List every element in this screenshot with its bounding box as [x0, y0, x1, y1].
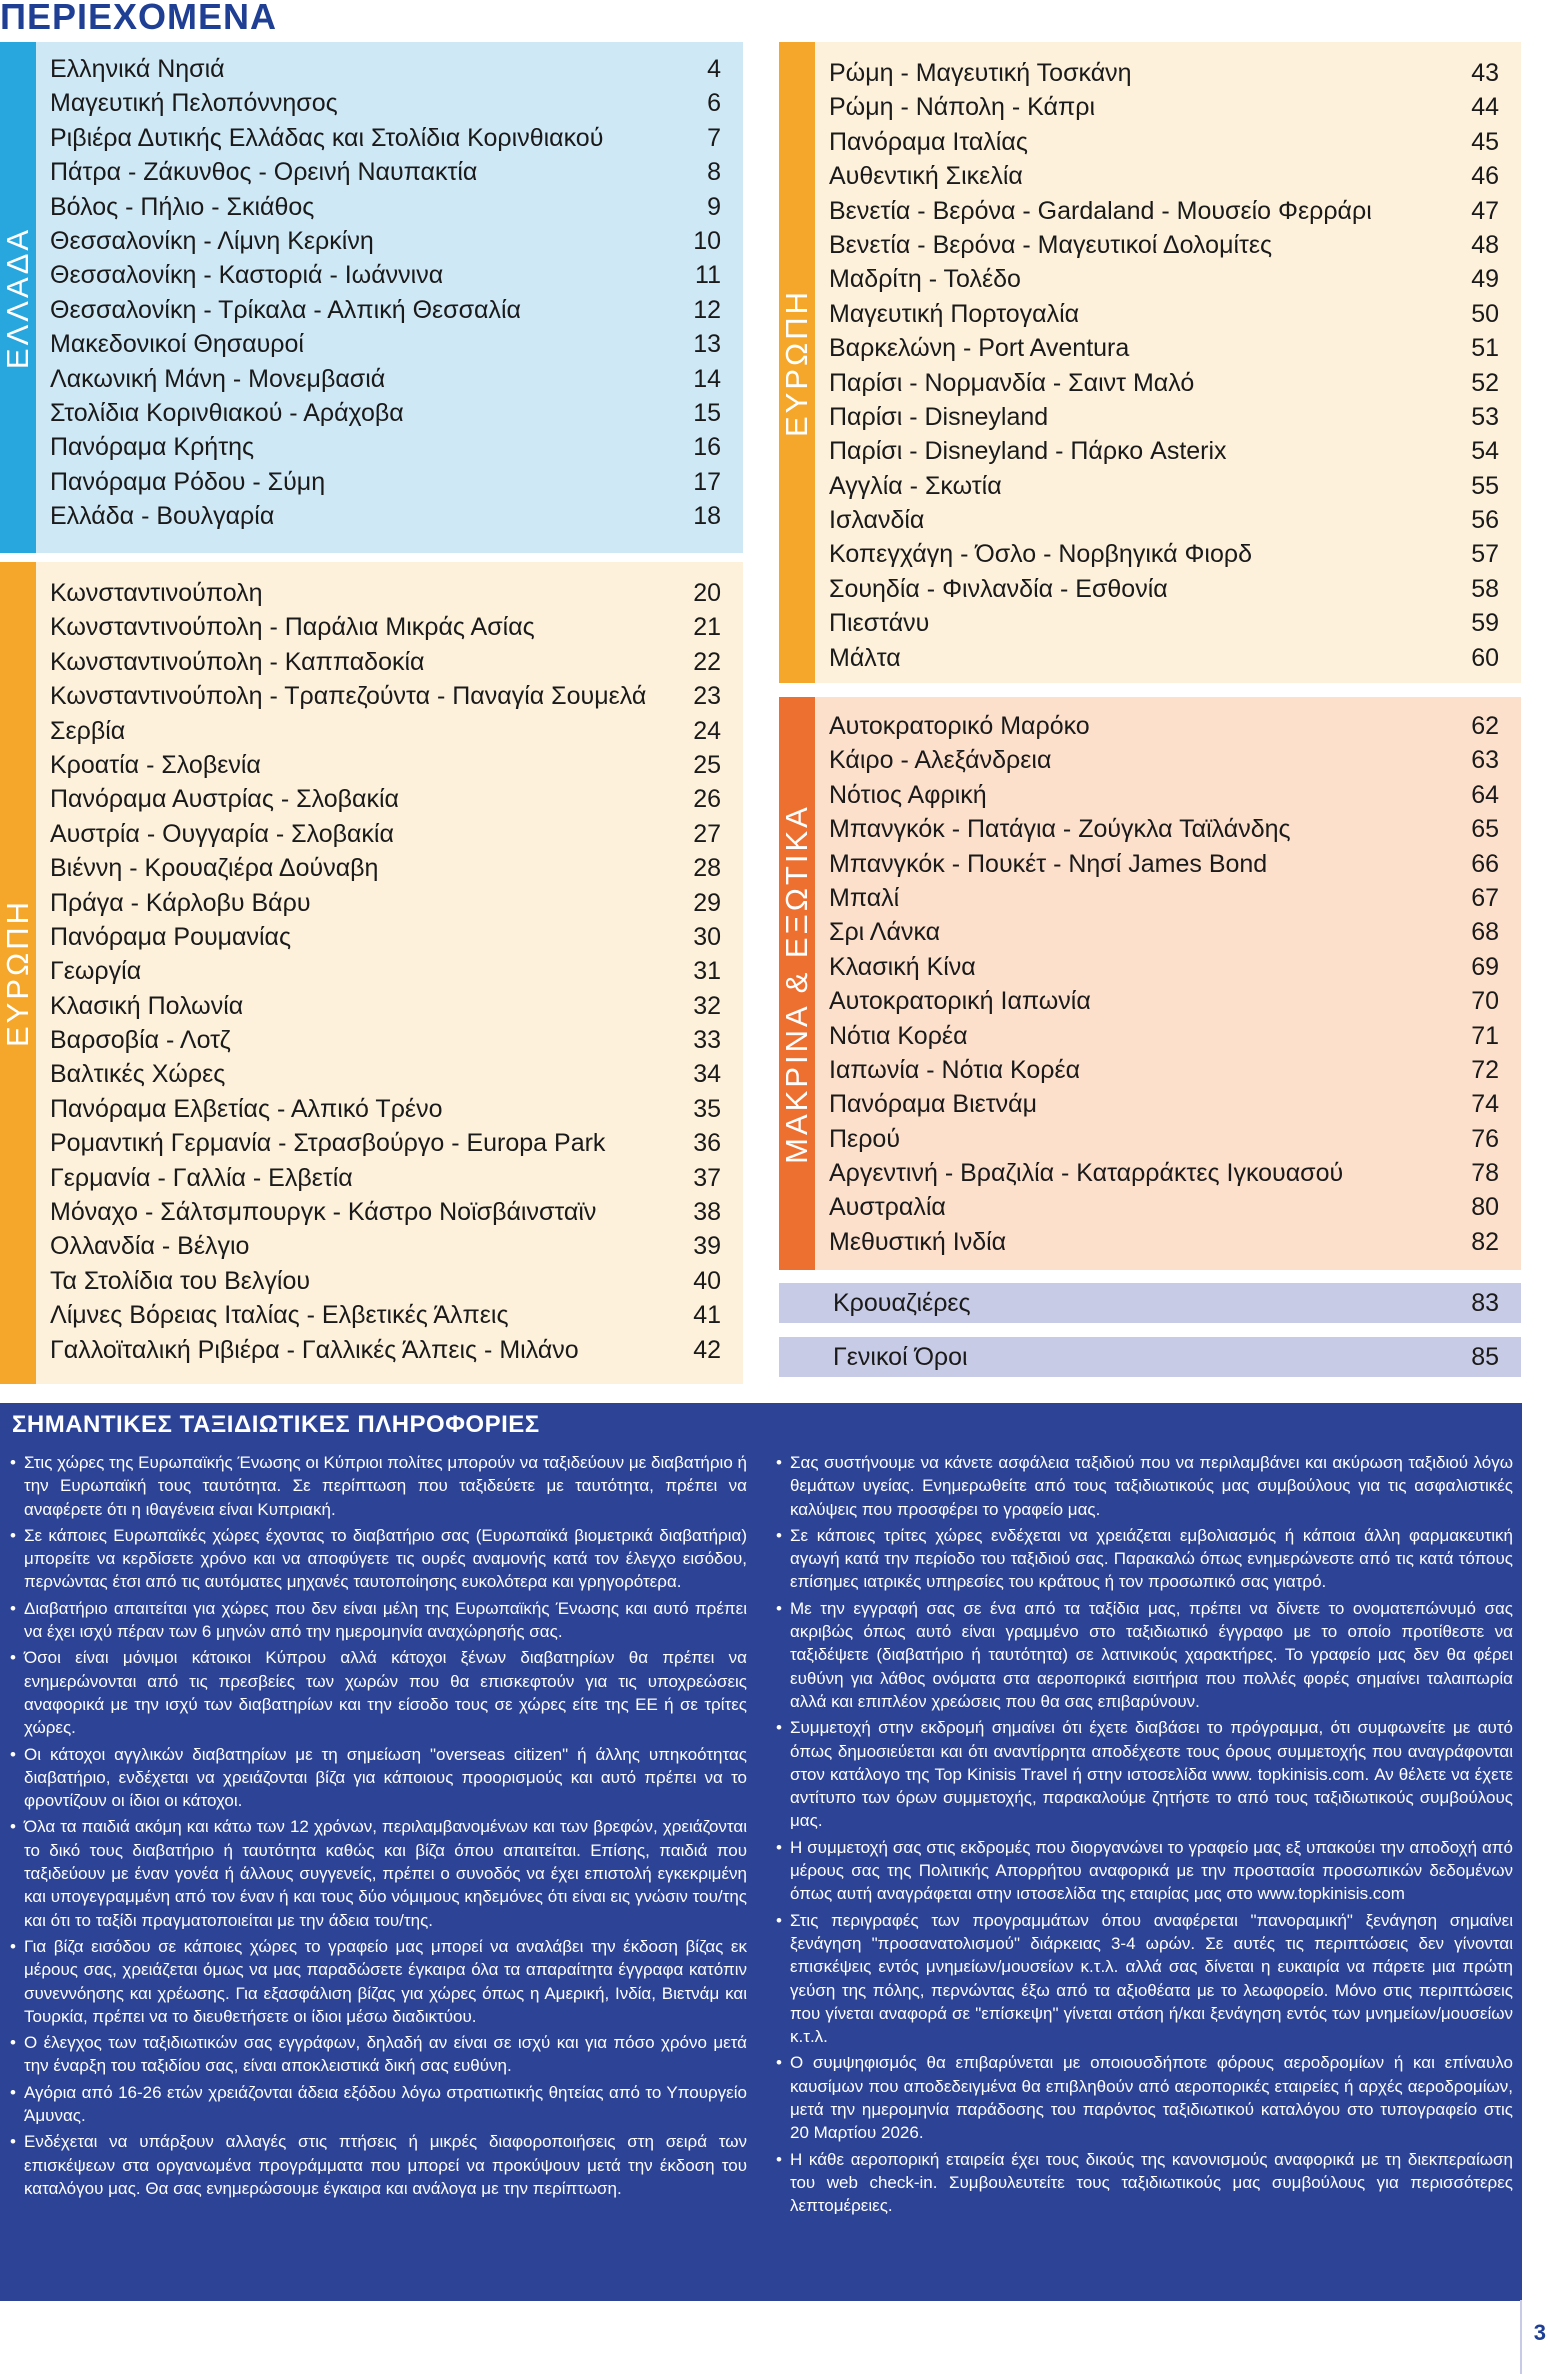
toc-entry — [829, 297, 1499, 331]
toc-entry — [50, 954, 721, 988]
toc-entry-page: 80 — [1471, 1193, 1499, 1222]
toc-entry-title: Γαλλοϊταλική Ριβιέρα - Γαλλικές Άλπεις - Μιλάνο — [50, 1335, 579, 1364]
toc-entry-page: 30 — [693, 922, 721, 951]
greece-section — [0, 42, 743, 553]
toc-entry-title: Αυτοκρατορικό Μαρόκο — [829, 712, 1090, 740]
toc-entry-page: 60 — [1471, 643, 1499, 672]
toc-entry-page: 18 — [693, 502, 721, 531]
toc-entry-title: Πανόραμα Αυστρίας - Σλοβακία — [50, 785, 399, 814]
toc-entry-page: 27 — [693, 819, 721, 848]
info-bullet: • Η συμμετοχή σας στις εκδρομές που διοργανώνει το γραφείο μας εξ υπακούει την αποδοχή από μέρους σας της Πολιτικής Απορρήτου αναφορικά με την προστασία προσωπικών δεδομένων όπως αυτή αναγράφεται στην ιστοσελίδα της εταιρίας μας στο www.topkinisis.com — [776, 1836, 1513, 1906]
toc-entry-page: 21 — [693, 613, 721, 642]
toc-entry — [50, 121, 721, 155]
toc-entry-title: Κάιρο - Αλεξάνδρεια — [829, 746, 1052, 775]
toc-entry — [50, 224, 721, 258]
toc-entry-title: Ισλανδία — [829, 506, 925, 535]
toc-entry-page: 67 — [1471, 883, 1499, 912]
toc-entry — [829, 503, 1499, 537]
terms-page: 85 — [1471, 1343, 1499, 1371]
terms-title: Γενικοί Όροι — [833, 1343, 968, 1371]
toc-entry-title: Μακεδονικοί Θησαυροί — [50, 330, 304, 359]
toc-entry-title: Κροατία - Σλοβενία — [50, 750, 261, 779]
toc-entry-title: Σρι Λάνκα — [829, 918, 941, 947]
toc-entry-title: Βόλος - Πήλιο - Σκιάθος — [50, 192, 315, 221]
toc-entry-page: 24 — [693, 716, 721, 745]
toc-entry — [829, 950, 1499, 984]
toc-entry-title: Γερμανία - Γαλλία - Ελβετία — [50, 1163, 353, 1192]
toc-entry-page: 20 — [693, 579, 721, 607]
toc-entry-page: 63 — [1471, 746, 1499, 775]
toc-entry-page: 4 — [707, 55, 721, 83]
info-bullet: • Με την εγγραφή σας σε ένα από τα ταξίδια μας, πρέπει να δίνετε το ονοματεπώνυμό σας ακριβώς όπως αυτό είναι γραμμένο στο ταξιδιωτικό έγγραφο με το οποίο προτίθεστε να ταξιδέψετε (διαβατήριο ή ταυτότητα) σε λατινικούς χαρακτήρες. Το γραφείο μας δεν θα φέρει ευθύνη για λάθος ονόματα στα αεροπορικά εισιτήρια που πολλές φορές σημαίνει ταλαιπωρία αλλά και επιπλέον χρεώσεις που θα σας επιβαρύνουν. — [776, 1597, 1513, 1713]
toc-entry-title: Πανόραμα Ελβετίας - Αλπικό Τρένο — [50, 1094, 443, 1123]
toc-entry — [829, 743, 1499, 777]
toc-entry-title: Βαρκελώνη - Port Aventura — [829, 334, 1130, 363]
greece-section-label: ΕΛΛΑΔΑ — [0, 226, 35, 369]
toc-entry-page: 7 — [707, 123, 721, 152]
toc-entry-page: 44 — [1471, 93, 1499, 122]
toc-entry — [829, 881, 1499, 915]
toc-entry — [829, 984, 1499, 1018]
toc-entry-title: Κωνσταντινούπολη — [50, 579, 263, 607]
europe-section-right-bar — [779, 42, 815, 683]
toc-entry-page: 42 — [693, 1335, 721, 1364]
toc-entry-page: 25 — [693, 750, 721, 779]
toc-entry — [50, 327, 721, 361]
toc-entry-page: 28 — [693, 854, 721, 883]
toc-entry-title: Κλασική Κίνα — [829, 952, 976, 981]
toc-entry-title: Πιεστάνυ — [829, 609, 930, 638]
important-info-right-column — [776, 1451, 1513, 2221]
toc-entry-page: 55 — [1471, 471, 1499, 500]
toc-entry-title: Νότια Κορέα — [829, 1021, 968, 1050]
toc-entry — [50, 190, 721, 224]
toc-entry-title: Μαγευτική Πελοπόννησος — [50, 89, 338, 118]
exotic-section-bar — [779, 697, 815, 1270]
toc-entry-page: 48 — [1471, 230, 1499, 259]
toc-entry-title: Ελλάδα - Βουλγαρία — [50, 502, 275, 531]
toc-entry-title: Βαλτικές Χώρες — [50, 1060, 226, 1089]
toc-entry-page: 37 — [693, 1163, 721, 1192]
toc-entry — [829, 572, 1499, 606]
toc-entry — [829, 778, 1499, 812]
toc-entry — [829, 709, 1499, 743]
toc-entry — [829, 159, 1499, 193]
toc-entry — [829, 606, 1499, 640]
toc-entry-page: 12 — [693, 295, 721, 324]
toc-entry-page: 22 — [693, 647, 721, 676]
info-bullet: • Διαβατήριο απαιτείται για χώρες που δεν είναι μέλη της Ευρωπαϊκής Ένωσης και αυτό πρέπει να έχει ισχύ πέραν των 6 μηνών από την ημερομηνία αναχώρησής σας. — [10, 1597, 747, 1644]
toc-entry-page: 70 — [1471, 987, 1499, 1016]
toc-entry-page: 15 — [693, 398, 721, 427]
toc-entry — [829, 366, 1499, 400]
toc-entry-page: 40 — [693, 1266, 721, 1295]
toc-entry-title: Αυθεντική Σικελία — [829, 162, 1023, 191]
europe-section-right-label: ΕΥΡΩΠΗ — [779, 288, 814, 437]
toc-entry-page: 52 — [1471, 368, 1499, 397]
toc-entry-title: Νότιος Αφρική — [829, 780, 987, 809]
info-bullet: • Ο συμψηφισμός θα επιβαρύνεται με οποιουσδήποτε φόρους αεροδρομίων ή και επίναυλο καυσίμων που αποδεδειγμένα θα επιβληθούν από αεροπορικές εταιρείες ή αρχές αεροδρομίων, μετά την ημερομηνία παράδοσης του παρόντος ταξιδιωτικού καταλόγου στο τυπογραφείο στις 20 Μαρτίου 2026. — [776, 2051, 1513, 2144]
toc-entry-page: 34 — [693, 1060, 721, 1089]
toc-entry-title: Πανόραμα Κρήτης — [50, 433, 255, 462]
toc-entry — [50, 851, 721, 885]
important-info-right-list — [776, 1451, 1513, 2218]
toc-entry — [829, 56, 1499, 90]
info-bullet: • Όσοι είναι μόνιμοι κάτοικοι Κύπρου αλλά κάτοχοι ξένων διαβατηρίων θα πρέπει να ενημερώνονται από τις πρεσβείες των χωρών που θα επισκεφτούν για τις υποχρεώσεις αναφορικά με την ισχύ των διαβατηρίων και την είσοδο τους σε χώρες είτε της ΕΕ ή σε τρίτες χώρες. — [10, 1646, 747, 1739]
europe-right-toc-list — [829, 56, 1499, 675]
toc-entry-title: Μόναχο - Σάλτσμπουργκ - Κάστρο Νοϊσβάινσταϊν — [50, 1198, 597, 1227]
toc-entry — [50, 645, 721, 679]
toc-entry-title: Κωνσταντινούπολη - Καππαδοκία — [50, 647, 425, 676]
europe-section-right — [779, 42, 1521, 683]
toc-entry-title: Μάλτα — [829, 643, 901, 672]
info-bullet: • Όλα τα παιδιά ακόμη και κάτω των 12 χρόνων, περιλαμβανομένων και των βρεφών, χρειάζονται το δικό τους διαβατήριο ή ταυτότητα καθώς και βίζα όπου απαιτείται. Επίσης, παιδιά που ταξιδεύουν με έναν γονέα ή άλλους συγγενείς, πρέπει ο συνοδός να έχει επιστολή εγκεκριμένη και υπογεγραμμένη από τον έναν ή και τους δύο νόμιμους κηδεμόνες ότι είναι εις γνώσιν του/της και ότι το ταξίδι πραγματοποιείται με την άδεια του/της. — [10, 1815, 747, 1931]
info-bullet: • Σας συστήνουμε να κάνετε ασφάλεια ταξιδιού που να περιλαμβάνει και ακύρωση ταξιδιού λόγω θεμάτων υγείας. Ενημερωθείτε από τους ταξιδιωτικούς μας συμβούλους για τις ασφαλιστικές καλύψεις που προσφέρει το γραφείο μας. — [776, 1451, 1513, 1521]
toc-entry-page: 68 — [1471, 918, 1499, 947]
toc-entry-title: Γεωργία — [50, 957, 142, 986]
page-rule — [1520, 2300, 1522, 2374]
toc-entry-page: 14 — [693, 364, 721, 393]
toc-entry — [829, 400, 1499, 434]
toc-entry — [829, 90, 1499, 124]
toc-entry-page: 31 — [693, 957, 721, 986]
toc-entry-page: 54 — [1471, 437, 1499, 466]
toc-entry — [50, 886, 721, 920]
toc-entry-title: Παρίσι - Disneyland - Πάρκο Asterix — [829, 437, 1227, 466]
toc-entry — [50, 1057, 721, 1091]
toc-entry — [50, 155, 721, 189]
toc-entry — [829, 194, 1499, 228]
toc-entry — [50, 465, 721, 499]
toc-entry-title: Πανόραμα Ρουμανίας — [50, 922, 292, 951]
toc-entry-page: 66 — [1471, 849, 1499, 878]
toc-entry-page: 10 — [693, 226, 721, 255]
toc-entry-title: Ριβιέρα Δυτικής Ελλάδας και Στολίδια Κορινθιακού — [50, 123, 604, 152]
toc-entry-page: 69 — [1471, 952, 1499, 981]
toc-entry-page: 74 — [1471, 1090, 1499, 1119]
important-info-panel — [0, 1403, 1522, 2301]
toc-entry — [50, 1161, 721, 1195]
toc-entry-page: 35 — [693, 1094, 721, 1123]
toc-entry-title: Βενετία - Βερόνα - Gardaland - Μουσείο Φερράρι — [829, 196, 1372, 225]
toc-entry — [829, 469, 1499, 503]
toc-entry-page: 76 — [1471, 1124, 1499, 1153]
toc-entry-page: 82 — [1471, 1227, 1499, 1256]
page-title: ΠΕΡΙΕΧΟΜΕΝΑ — [0, 0, 278, 37]
toc-entry-title: Μπανγκόκ - Πατάγια - Ζούγκλα Ταϊλάνδης — [829, 815, 1291, 844]
toc-entry-title: Κωνσταντινούπολη - Τραπεζούντα - Παναγία Σουμελά — [50, 682, 647, 711]
info-bullet: • Οι κάτοχοι αγγλικών διαβατηρίων με τη σημείωση "overseas citizen" ή άλλης υπηκοότητας διαβατήριο, ενδέχεται να χρειάζονται βίζα για κάποιους προορισμούς και αυτό πρέπει να το φροντίζουν οι ίδιοι οι κάτοχοι. — [10, 1743, 747, 1813]
toc-entry — [50, 1298, 721, 1332]
toc-entry — [50, 396, 721, 430]
toc-entry-title: Περού — [829, 1124, 900, 1153]
toc-entry-title: Μαγευτική Πορτογαλία — [829, 299, 1080, 328]
toc-entry-page: 78 — [1471, 1159, 1499, 1188]
info-bullet: • Η κάθε αεροπορική εταιρεία έχει τους δικούς της κανονισμούς αναφορικά με τη διεκπεραίωση του web check-in. Συμβουλευτείτε τους ταξιδιωτικούς μας συμβούλους για περισσότερες λεπτομέρειες. — [776, 2148, 1513, 2218]
toc-entry-page: 56 — [1471, 506, 1499, 535]
info-bullet: • Ο έλεγχος των ταξιδιωτικών σας εγγράφων, δηλαδή αν είναι σε ισχύ και για πόσο χρόνο μετά την έναρξη του ταξιδίου σας, είναι αποκλειστικά δική σας ευθύνη. — [10, 2031, 747, 2078]
toc-entry-title: Παρίσι - Νορμανδία - Σαιντ Μαλό — [829, 368, 1195, 397]
toc-entry — [50, 1264, 721, 1298]
toc-entry-page: 47 — [1471, 196, 1499, 225]
toc-entry-page: 51 — [1471, 334, 1499, 363]
toc-entry-page: 59 — [1471, 609, 1499, 638]
toc-entry-page: 36 — [693, 1129, 721, 1158]
toc-entry — [829, 125, 1499, 159]
toc-entry-page: 41 — [693, 1301, 721, 1330]
toc-entry — [829, 847, 1499, 881]
toc-entry-title: Στολίδια Κορινθιακού - Αράχοβα — [50, 398, 404, 427]
terms-band — [779, 1337, 1521, 1377]
toc-entry-title: Τα Στολίδια του Βελγίου — [50, 1266, 311, 1295]
toc-entry-page: 9 — [707, 192, 721, 221]
toc-entry-title: Κοπεγχάγη - Όσλο - Νορβηγικά Φιορδ — [829, 540, 1253, 569]
toc-entry — [50, 1126, 721, 1160]
toc-entry-title: Πανόραμα Βιετνάμ — [829, 1090, 1037, 1119]
toc-entry-title: Θεσσαλονίκη - Τρίκαλα - Αλπική Θεσσαλία — [50, 295, 521, 324]
toc-entry-title: Ρώμη - Νάπολη - Κάπρι — [829, 93, 1096, 122]
greece-section-bar — [0, 42, 36, 553]
exotic-section-label: ΜΑΚΡΙΝΑ & ΕΞΩΤΙΚΑ — [779, 803, 814, 1164]
toc-entry-page: 72 — [1471, 1055, 1499, 1084]
toc-entry — [50, 258, 721, 292]
toc-entry-page: 71 — [1471, 1021, 1499, 1050]
toc-entry-title: Λίμνες Βόρειας Ιταλίας - Ελβετικές Άλπεις — [50, 1301, 509, 1330]
toc-entry-page: 45 — [1471, 127, 1499, 156]
greece-toc-list — [50, 52, 721, 533]
toc-entry — [50, 293, 721, 327]
toc-entry — [829, 1019, 1499, 1053]
toc-entry-title: Μεθυστική Ινδία — [829, 1227, 1007, 1256]
toc-entry-title: Σερβία — [50, 716, 126, 745]
toc-entry-title: Κωνσταντινούπολη - Παράλια Μικράς Ασίας — [50, 613, 535, 642]
info-bullet: • Για βίζα εισόδου σε κάποιες χώρες το γραφείο μας μπορεί να αναλάβει την έκδοση βίζας εκ μέρους σας, χρειάζεται όμως να μας παραδώσετε έγκαιρα όλα τα απαραίτητα έγγραφα κατόπιν συνεννόησης και χρέωσης. Για εξασφάλιση βίζας για χώρες όπως η Αμερική, Ινδία, Βιετνάμ και Τουρκία, πρέπει να το διευθετήσετε οι ίδιοι μέσω διαδικτύου. — [10, 1935, 747, 2028]
toc-entry-title: Αυστρία - Ουγγαρία - Σλοβακία — [50, 819, 394, 848]
toc-entry — [829, 1190, 1499, 1224]
toc-entry-title: Πάτρα - Ζάκυνθος - Ορεινή Ναυπακτία — [50, 158, 478, 187]
cruises-band — [779, 1283, 1521, 1323]
toc-entry-title: Μαδρίτη - Τολέδο — [829, 265, 1021, 294]
toc-entry-title: Θεσσαλονίκη - Λίμνη Κερκίνη — [50, 226, 374, 255]
toc-entry — [50, 499, 721, 533]
toc-entry-page: 32 — [693, 991, 721, 1020]
toc-entry — [829, 641, 1499, 675]
toc-entry-title: Πανόραμα Ρόδου - Σύμη — [50, 467, 326, 496]
toc-entry — [829, 1053, 1499, 1087]
exotic-section — [779, 697, 1521, 1270]
toc-entry-title: Αγγλία - Σκωτία — [829, 471, 1002, 500]
toc-entry — [50, 748, 721, 782]
toc-entry — [829, 1225, 1499, 1259]
toc-entry-title: Ολλανδία - Βέλγιο — [50, 1232, 250, 1261]
info-bullet: • Αγόρια από 16-26 ετών χρειάζονται άδεια εξόδου λόγω στρατιωτικής θητείας από το Υπουργείο Άμυνας. — [10, 2081, 747, 2128]
toc-entry — [50, 1023, 721, 1057]
toc-entry — [50, 1195, 721, 1229]
toc-entry-title: Σουηδία - Φινλανδία - Εσθονία — [829, 574, 1168, 603]
toc-entry-page: 50 — [1471, 299, 1499, 328]
europe-section-left — [0, 562, 743, 1384]
important-info-left-list — [10, 1451, 747, 2200]
toc-entry — [829, 915, 1499, 949]
info-bullet: • Στις χώρες της Ευρωπαϊκής Ένωσης οι Κύπριοι πολίτες μπορούν να ταξιδεύουν με διαβατήριο ή την Ευρωπαϊκή τους ταυτότητα. Σε περίπτωση που ταξιδεύετε με ταυτότητα, πρέπει να αναφέρετε ότι η ιθαγένεια είναι Κυπριακή. — [10, 1451, 747, 1521]
toc-entry-page: 57 — [1471, 540, 1499, 569]
toc-entry-page: 11 — [695, 261, 721, 290]
toc-entry — [50, 989, 721, 1023]
toc-entry-page: 23 — [693, 682, 721, 711]
toc-entry-page: 53 — [1471, 402, 1499, 431]
toc-entry-page: 16 — [693, 433, 721, 462]
toc-entry-title: Ρώμη - Μαγευτική Τοσκάνη — [829, 59, 1132, 87]
toc-entry-title: Βιέννη - Κρουαζιέρα Δούναβη — [50, 854, 379, 883]
toc-entry-title: Λακωνική Μάνη - Μονεμβασιά — [50, 364, 386, 393]
toc-entry-title: Αργεντινή - Βραζιλία - Καταρράκτες Ιγκουασού — [829, 1159, 1344, 1188]
info-bullet: • Στις περιγραφές των προγραμμάτων όπου αναφέρεται "πανοραμική" ξενάγηση σημαίνει ξενάγηση "προσανατολισμού" διάρκειας 3-4 ωρών. Σε αυτές τις περιπτώσεις δεν γίνονται επισκέψεις εντός μνημείων/μουσείων κ.τ.λ. αλλά σας δίνεται η ευκαιρία να πάρετε μια πρώτη γεύση της πόλης, περνώντας έξω από τα αξιοθέατα με το λεωφορείο. Μόνο στις περιπτώσεις που γίνεται αναφορά σε "επίσκεψη" γίνεται στάση ή/και ξενάγηση εντός των μνημείων/μουσείων κ.τ.λ. — [776, 1909, 1513, 2049]
europe-section-left-label: ΕΥΡΩΠΗ — [0, 899, 35, 1047]
toc-entry-title: Βαρσοβία - Λοτζ — [50, 1026, 231, 1055]
toc-entry-title: Θεσσαλονίκη - Καστοριά - Ιωάννινα — [50, 261, 444, 290]
toc-entry — [50, 679, 721, 713]
toc-entry-title: Ιαπωνία - Νότια Κορέα — [829, 1055, 1081, 1084]
info-bullet: • Σε κάποιες τρίτες χώρες ενδέχεται να χρειάζεται εμβολιασμός ή κάποια άλλη φαρμακευτική αγωγή κατά την περίοδο του ταξιδιού σας. Παρακαλώ όπως ενημερώνεστε από τις κατά τόπους επίσημες ιατρικές υπηρεσίες του κράτους ή τον προσωπικό σας γιατρό. — [776, 1524, 1513, 1594]
toc-entry — [50, 1333, 721, 1367]
toc-entry — [829, 812, 1499, 846]
info-bullet: • Ενδέχεται να υπάρξουν αλλαγές στις πτήσεις ή μικρές διαφοροποιήσεις στη σειρά των επισκέψεων στα οργανωμένα προγράμματα που μπορεί να προκύψουν μετά την έκδοση του καταλόγου μας. Θα σας ενημερώσουμε έγκαιρα και ανάλογα με την περίπτωση. — [10, 2130, 747, 2200]
toc-entry-title: Κλασική Πολωνία — [50, 991, 244, 1020]
toc-entry-page: 62 — [1471, 712, 1499, 740]
toc-entry — [829, 1122, 1499, 1156]
toc-entry-page: 6 — [707, 89, 721, 118]
toc-entry-title: Ελληνικά Νησιά — [50, 55, 225, 83]
toc-entry-title: Μπαλί — [829, 883, 900, 912]
toc-entry-page: 26 — [693, 785, 721, 814]
toc-entry — [50, 1092, 721, 1126]
toc-entry — [50, 362, 721, 396]
toc-entry-title: Πράγα - Κάρλοβυ Βάρυ — [50, 888, 311, 917]
toc-entry — [50, 576, 721, 610]
toc-entry — [829, 434, 1499, 468]
toc-entry-title: Αυστραλία — [829, 1193, 946, 1222]
info-bullet: • Σε κάποιες Ευρωπαϊκές χώρες έχοντας το διαβατήριο σας (Ευρωπαϊκά βιομετρικά διαβατήρια) μπορείτε να κερδίσετε χρόνο και να αποφύγετε τις ουρές αναμονής κατά τον έλεγχο εισόδου, περνώντας έτσι από τις αυτόματες μηχανές ταυτοποίησης ευκολότερα και γρηγορότερα. — [10, 1524, 747, 1594]
toc-entry — [50, 52, 721, 86]
cruises-title: Κρουαζιέρες — [833, 1289, 971, 1317]
toc-entry — [50, 610, 721, 644]
toc-entry-title: Ρομαντική Γερμανία - Στρασβούργο - Europa Park — [50, 1129, 606, 1158]
toc-entry — [50, 817, 721, 851]
toc-entry-page: 38 — [693, 1198, 721, 1227]
toc-entry-page: 43 — [1471, 59, 1499, 87]
toc-entry-page: 64 — [1471, 780, 1499, 809]
toc-entry-page: 39 — [693, 1232, 721, 1261]
toc-entry-page: 49 — [1471, 265, 1499, 294]
toc-entry — [829, 262, 1499, 296]
toc-entry-title: Βενετία - Βερόνα - Μαγευτικοί Δολομίτες — [829, 230, 1273, 259]
toc-entry — [829, 331, 1499, 365]
toc-entry-title: Πανόραμα Ιταλίας — [829, 127, 1028, 156]
cruises-page: 83 — [1471, 1289, 1499, 1317]
toc-entry — [50, 714, 721, 748]
toc-entry-page: 33 — [693, 1026, 721, 1055]
toc-entry-title: Αυτοκρατορική Ιαπωνία — [829, 987, 1091, 1016]
toc-entry-title: Παρίσι - Disneyland — [829, 402, 1049, 431]
page-number: 3 — [1533, 2320, 1546, 2345]
toc-entry — [829, 228, 1499, 262]
toc-entry-page: 65 — [1471, 815, 1499, 844]
toc-entry-page: 8 — [707, 158, 721, 187]
toc-entry — [50, 782, 721, 816]
toc-entry — [829, 537, 1499, 571]
info-bullet: • Συμμετοχή στην εκδρομή σημαίνει ότι έχετε διαβάσει το πρόγραμμα, ότι συμφωνείτε με αυτό όπως δημοσιεύεται και ότι αναντίρρητα αποδέχεστε τους όρους συμμετοχής που αναγράφονται στον κατάλογο της Top Kinisis Travel ή στην ιστοσελίδα www. topkinisis.com. Αν θέλετε να έχετε αντίτυπο των όρων συμμετοχής, παρακαλούμε ζητήστε το από τους ταξιδιωτικούς συμβούλους μας. — [776, 1716, 1513, 1832]
toc-entry-page: 17 — [693, 467, 721, 496]
toc-entry — [50, 1229, 721, 1263]
toc-entry — [50, 920, 721, 954]
europe-left-toc-list — [50, 576, 721, 1367]
toc-entry-title: Μπανγκόκ - Πουκέτ - Νησί James Bond — [829, 849, 1268, 878]
important-info-left-column — [10, 1451, 747, 2203]
toc-entry-page: 29 — [693, 888, 721, 917]
toc-entry — [829, 1156, 1499, 1190]
exotic-toc-list — [829, 709, 1499, 1259]
toc-entry — [50, 86, 721, 120]
europe-section-left-bar — [0, 562, 36, 1384]
important-info-title: ΣΗΜΑΝΤΙΚΕΣ ΤΑΞΙΔΙΩΤΙΚΕΣ ΠΛΗΡΟΦΟΡΙΕΣ — [12, 1411, 540, 1438]
toc-entry-page: 13 — [693, 330, 721, 359]
toc-entry-page: 46 — [1471, 162, 1499, 191]
toc-entry — [50, 430, 721, 464]
toc-entry — [829, 1087, 1499, 1121]
toc-entry-page: 58 — [1471, 574, 1499, 603]
